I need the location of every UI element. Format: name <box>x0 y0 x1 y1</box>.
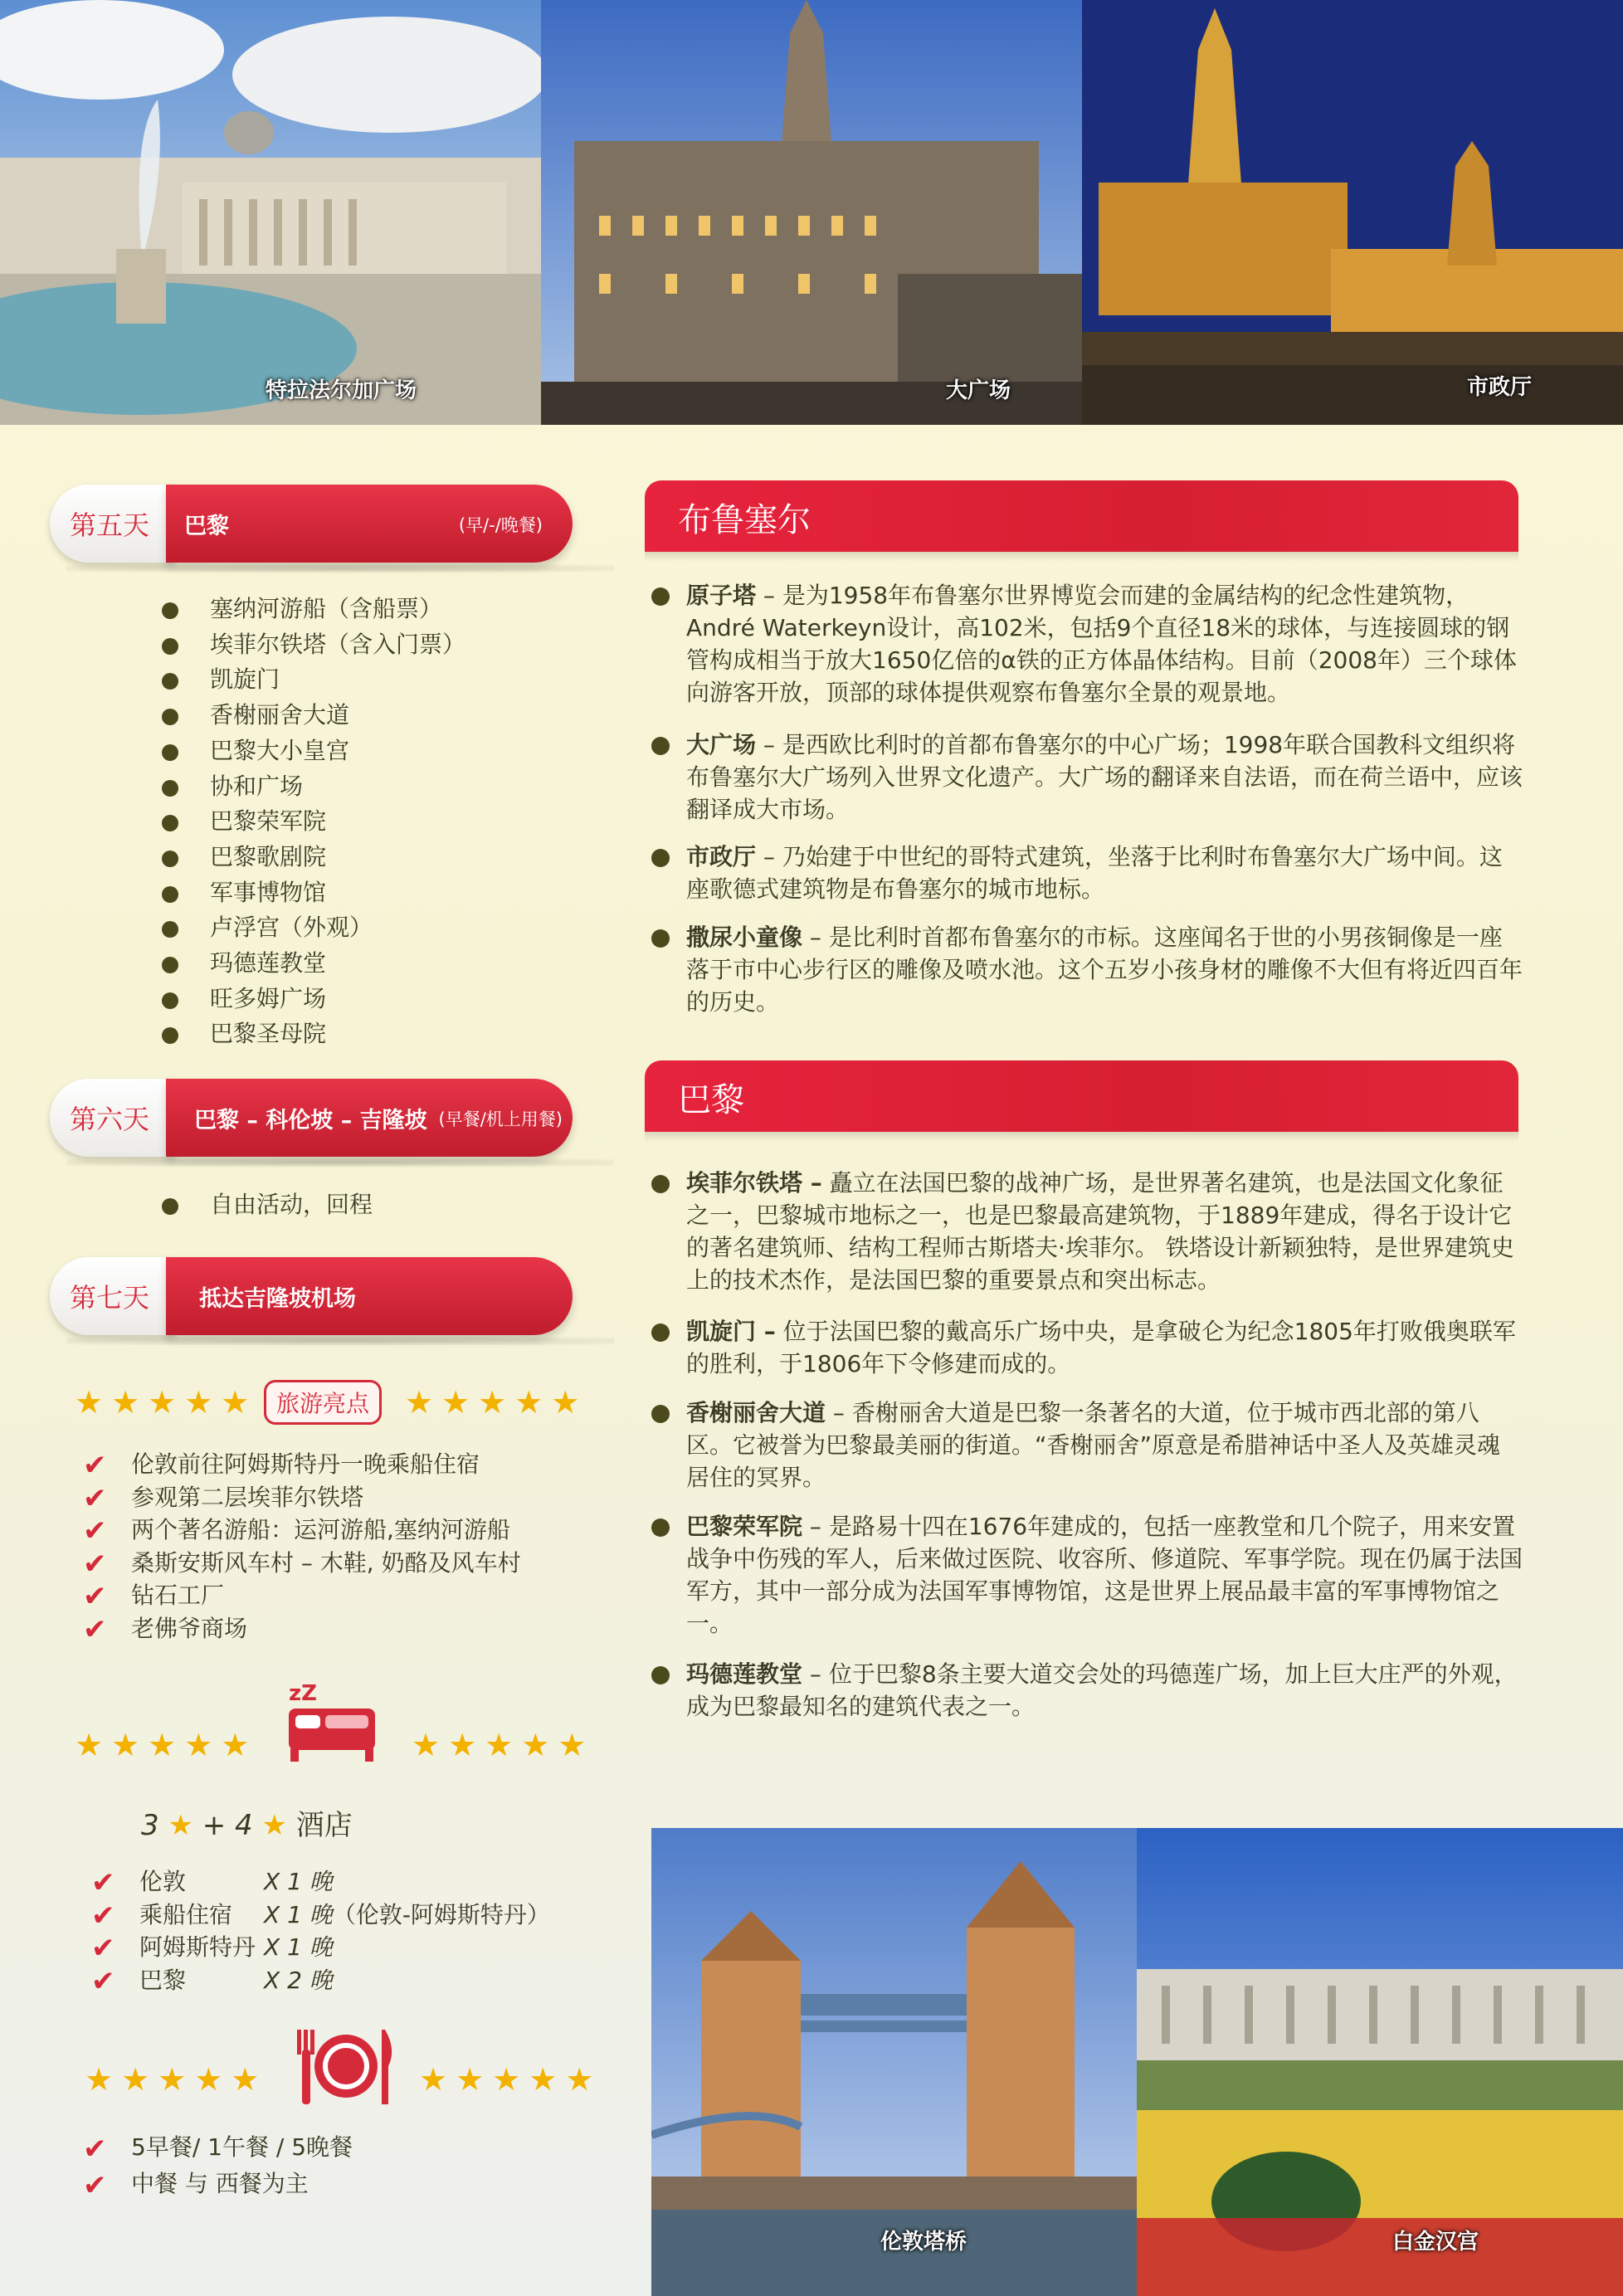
day5-itinerary-list <box>162 592 465 1052</box>
list-item: 卢浮宫（外观） <box>162 910 465 946</box>
photo-caption: 白金汉宫 <box>1392 2230 1479 2255</box>
list-item <box>83 1612 521 1645</box>
star-row-right: ★★★★★ <box>419 2061 602 2098</box>
entry-manneken-pis <box>651 921 1523 1018</box>
entry-grand-place <box>651 729 1523 826</box>
bullet-dot <box>651 1405 670 1423</box>
entry-champs-elysees <box>651 1397 1523 1494</box>
check-icon: ✔ <box>83 1514 107 1548</box>
table-row <box>91 1865 550 1899</box>
star-row-left: ★★★★★ <box>75 1384 258 1421</box>
list-item <box>83 2129 353 2166</box>
hotel-stars-3: 3 <box>141 1809 159 1842</box>
list-item: 香榭丽舍大道 <box>162 698 465 734</box>
hotel-rating <box>141 1802 353 1843</box>
day6-itinerary-list <box>162 1187 373 1223</box>
check-icon: ✔ <box>91 1932 115 1965</box>
check-icon: ✔ <box>83 1449 107 1482</box>
hotel-city: 阿姆斯特丹 <box>139 1933 256 1961</box>
highlight-text: 参观第二层埃菲尔铁塔 <box>131 1483 364 1511</box>
check-icon: ✔ <box>83 1580 107 1613</box>
entry-text: – 是为1958年布鲁塞尔世界博览会而建的金属结构的纪念性建筑物，André Waterkeyn设计，高102米，包括9个直径18米的球体，与连接圆球的钢管构成相当于放大1650亿倍的α铁的正方体晶体结构。目前（2008年）三个球体向游客开放，顶部的球体提供观察布鲁塞尔全景的观景地。 <box>686 582 1517 706</box>
meals-list <box>83 2129 353 2202</box>
day-label: 第七天 <box>70 1282 150 1314</box>
photo-trafalgar-square <box>0 0 541 425</box>
check-icon: ✔ <box>83 1612 107 1646</box>
photo-trafalgar-square-image <box>0 0 541 425</box>
hotel-nights: X 1 晚 <box>264 1900 333 1928</box>
list-item <box>83 1481 521 1514</box>
table-row <box>91 1931 550 1964</box>
photo-grand-place <box>541 0 1082 425</box>
bullet-dot <box>651 849 670 867</box>
day-label-pill <box>50 485 174 563</box>
day-label-pill <box>50 1079 174 1157</box>
day-label: 第五天 <box>70 509 150 541</box>
entry-les-invalides <box>651 1510 1523 1640</box>
highlights-list <box>83 1448 521 1645</box>
bed-icon <box>282 1672 382 1763</box>
table-row <box>91 1964 550 1997</box>
list-item: 军事博物馆 <box>162 875 465 911</box>
bullet-dot <box>651 1518 670 1537</box>
day-header-shadow <box>66 564 614 573</box>
check-icon: ✔ <box>83 2133 107 2166</box>
photo-buckingham-palace <box>1137 1828 1623 2296</box>
hotel-city: 乘船住宿 <box>139 1900 233 1928</box>
entry-city-hall <box>651 841 1523 905</box>
photo-grand-place-image <box>541 0 1082 425</box>
list-item: 自由活动，回程 <box>162 1187 373 1223</box>
hotel-note: （伦敦-阿姆斯特丹） <box>332 1900 550 1928</box>
entry-key: 凯旋门 – <box>686 1318 776 1345</box>
entry-text: – 是比利时首都布鲁塞尔的市标。这座闻名于世的小男孩铜像是一座落于市中心步行区的雕像及喷水池。这个五岁小孩身材的雕像不大但有将近四百年的历史。 <box>686 924 1523 1016</box>
day-header-shadow <box>66 1158 614 1167</box>
list-item <box>83 2166 353 2202</box>
list-item: 玛德莲教堂 <box>162 946 465 982</box>
star-row-right: ★★★★★ <box>405 1384 588 1421</box>
entry-key: 埃菲尔铁塔 – <box>686 1169 822 1197</box>
hotel-plus: + 4 <box>202 1809 253 1842</box>
check-icon: ✔ <box>83 2169 107 2202</box>
entry-atomium <box>651 579 1523 709</box>
entry-text: – 乃始建于中世纪的哥特式建筑，坐落于比利时布鲁塞尔大广场中间。这座歌德式建筑物是布鲁塞尔的城市地标。 <box>686 843 1503 903</box>
list-item <box>83 1514 521 1547</box>
bullet-dot <box>651 587 670 606</box>
highlight-text: 钻石工厂 <box>131 1582 225 1609</box>
list-item <box>83 1448 521 1481</box>
section-header-shadow <box>645 552 1518 562</box>
photo-buckingham-palace-image <box>1137 1828 1623 2296</box>
section-header-paris <box>645 1060 1518 1132</box>
entry-key: 大广场 <box>686 731 757 758</box>
list-item <box>83 1547 521 1580</box>
entry-key: 玛德莲教堂 <box>686 1660 803 1688</box>
section-header-brussels <box>645 480 1518 552</box>
day-meals: (早/-/晚餐) <box>458 515 543 535</box>
photo-caption: 特拉法尔加广场 <box>266 378 417 403</box>
entry-text: – 位于巴黎8条主要大道交会处的玛德莲广场，加上巨大庄严的外观，成为巴黎最知名的建筑代表之一。 <box>686 1660 1518 1720</box>
day-meals: (早餐/机上用餐) <box>438 1109 563 1129</box>
star-row-left: ★★★★★ <box>85 2061 268 2098</box>
bullet-dot <box>651 737 670 755</box>
photo-city-hall-image <box>1082 0 1623 425</box>
day-title: 抵达吉隆坡机场 <box>199 1286 356 1312</box>
entry-arc-de-triomphe <box>651 1315 1523 1380</box>
day-title-bar <box>166 1257 573 1335</box>
hotel-city: 伦敦 <box>139 1868 187 1895</box>
day-header-shadow <box>66 1337 614 1345</box>
entry-text: – 是路易十四在1676年建成的，包括一座教堂和几个院子，用来安置战争中伤残的军人，后来做过医院、收容所、修道院、军事学院。现在仍属于法国军方，其中一部分成为法国军事博物馆，这是世界上展品最丰富的军事博物馆之一。 <box>686 1513 1523 1637</box>
star-icon: ★ <box>168 1809 193 1842</box>
check-icon: ✔ <box>91 1899 115 1933</box>
hotel-list <box>91 1865 550 1996</box>
star-row-right: ★★★★★ <box>412 1727 595 1763</box>
photo-caption: 大广场 <box>946 378 1011 403</box>
highlight-text: 桑斯安斯风车村 – 木鞋, 奶酪及风车村 <box>131 1548 521 1577</box>
photo-caption: 市政厅 <box>1467 375 1533 400</box>
day-label: 第六天 <box>70 1104 150 1135</box>
highlight-text: 两个著名游船：运河游船,塞纳河游船 <box>131 1516 510 1543</box>
day-label-pill <box>50 1257 174 1335</box>
list-item: 巴黎大小皇宫 <box>162 734 465 769</box>
bullet-dot <box>651 1175 670 1193</box>
day5-header <box>50 485 573 563</box>
bullet-dot <box>651 929 670 948</box>
entry-text: 矗立在法国巴黎的战神广场，是世界著名建筑，也是法国文化象征之一，巴黎城市地标之一，也是巴黎最高建筑物，于1889年建成，得名于设计它的著名建筑师、结构工程师古斯塔夫·埃菲尔。 铁塔设计新颖独特，是世界建筑史上的技术杰作，是法国巴黎的重要景点和突出标志。 <box>686 1169 1514 1294</box>
entry-text: – 是西欧比利时的首都布鲁塞尔的中心广场；1998年联合国教科文组织将布鲁塞尔大广场列入世界文化遗产。大广场的翻译来自法语，而在荷兰语中，应该翻译成大市场。 <box>686 731 1523 823</box>
list-item: 旺多姆广场 <box>162 982 465 1017</box>
bullet-dot <box>651 1323 670 1342</box>
section-title: 布鲁塞尔 <box>678 501 811 539</box>
list-item <box>83 1579 521 1612</box>
day6-header <box>50 1079 573 1157</box>
hotel-label: 酒店 <box>295 1809 353 1842</box>
entry-text: 位于法国巴黎的戴高乐广场中央，是拿破仑为纪念1805年打败俄奥联军的胜利，于1806年下令修建而成的。 <box>686 1318 1516 1377</box>
list-item: 协和广场 <box>162 769 465 805</box>
photo-caption: 伦敦塔桥 <box>880 2230 967 2255</box>
day7-header <box>50 1257 573 1335</box>
entry-key: 巴黎荣军院 <box>686 1513 803 1540</box>
list-item: 埃菲尔铁塔（含入门票） <box>162 627 465 663</box>
hotel-nights: X 1 晚 <box>264 1868 333 1895</box>
entry-madeleine <box>651 1658 1523 1723</box>
list-item: 塞纳河游船（含船票） <box>162 592 465 627</box>
check-icon: ✔ <box>83 1481 107 1515</box>
plate-cutlery-icon <box>292 2025 400 2108</box>
check-icon: ✔ <box>91 1866 115 1899</box>
photo-city-hall <box>1082 0 1623 425</box>
list-item: 巴黎歌剧院 <box>162 840 465 875</box>
highlight-text: 伦敦前往阿姆斯特丹一晚乘船住宿 <box>131 1450 480 1478</box>
meal-text: 中餐 与 西餐为主 <box>131 2170 309 2197</box>
list-item: 凯旋门 <box>162 662 465 698</box>
table-row <box>91 1899 550 1932</box>
svg-text:zZ: zZ <box>289 1681 317 1706</box>
entry-text: – 香榭丽舍大道是巴黎一条著名的大道，位于城市西北部的第八区。它被誉为巴黎最美丽的街道。“香榭丽舍”原意是希腊神话中圣人及英雄灵魂居住的冥界。 <box>686 1399 1501 1491</box>
day-title-bar <box>166 485 573 563</box>
entry-key: 市政厅 <box>686 843 757 870</box>
day-title-bar <box>166 1079 573 1157</box>
day-title: 巴黎 – 科伦坡 – 吉隆坡 <box>194 1108 427 1133</box>
list-item: 巴黎圣母院 <box>162 1016 465 1052</box>
entry-key: 香榭丽舍大道 <box>686 1399 826 1426</box>
list-item: 巴黎荣军院 <box>162 804 465 840</box>
highlights-badge: 旅游亮点 <box>264 1380 382 1425</box>
section-title: 巴黎 <box>678 1081 744 1119</box>
star-icon: ★ <box>261 1809 287 1842</box>
meal-text: 5早餐/ 1午餐 / 5晚餐 <box>131 2133 353 2161</box>
day-title: 巴黎 <box>184 514 229 539</box>
hotel-nights: X 1 晚 <box>264 1933 333 1961</box>
check-icon: ✔ <box>83 1547 107 1581</box>
bullet-dot <box>651 1666 670 1684</box>
check-icon: ✔ <box>91 1964 115 1998</box>
section-header-shadow <box>645 1132 1518 1142</box>
entry-eiffel-tower <box>651 1167 1523 1296</box>
hotel-city: 巴黎 <box>139 1966 187 1994</box>
entry-key: 撒尿小童像 <box>686 924 803 951</box>
photo-tower-bridge <box>651 1828 1137 2296</box>
entry-key: 原子塔 <box>686 582 757 609</box>
highlight-text: 老佛爷商场 <box>131 1614 248 1642</box>
star-row-left: ★★★★★ <box>75 1727 258 1763</box>
hotel-nights: X 2 晚 <box>264 1966 333 1994</box>
